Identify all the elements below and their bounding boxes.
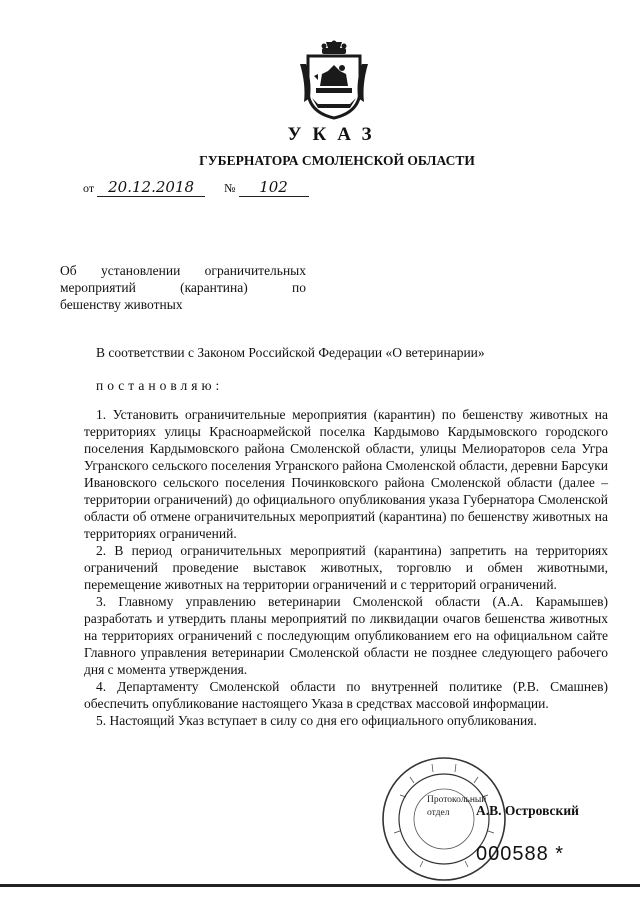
date-prefix: от	[83, 181, 95, 195]
document-title: УКАЗ	[287, 124, 383, 145]
stamp-department: Протокольный	[427, 795, 487, 805]
preamble: В соответствии с Законом Российской Федерации «О ветеринарии»	[96, 345, 485, 360]
subject-line: бешенству животных	[60, 297, 183, 312]
subject-line: Об установлении ограничительных	[60, 263, 306, 278]
stamp-unit: отдел	[427, 808, 450, 818]
signatory-name: А.В. Островский	[476, 803, 579, 818]
paragraph-1: 1. Установить ограничительные мероприятия (карантин) по бешенству животных на территориях улицы Красноармейской поселка Кардымово Кардымовского городского поселения Кардымовского района Смоленской области, улицы Мелиораторов села Угра Угранского сельского поселения Угранского района Смоленской области, деревни Барсуки Ивановского сельского поселения Починковского района Смоленской области (далее – территории ограничений) до официального опубликования указа Губернатора Смоленской области об отмене ограничительных мероприятий (карантина) по бешенству животных на территориях ограничений.	[84, 407, 608, 541]
document-issuer: ГУБЕРНАТОРА СМОЛЕНСКОЙ ОБЛАСТИ	[199, 153, 475, 168]
decree-word: постановляю:	[96, 378, 224, 393]
coat-of-arms-emblem	[298, 40, 370, 120]
subject-line: мероприятий (карантина) по	[60, 280, 306, 295]
bottom-rule	[0, 884, 640, 887]
handwritten-date: 20.12.2018	[97, 178, 205, 197]
date-number-line	[83, 178, 309, 197]
paragraph-5: 5. Настоящий Указ вступает в силу со дня его официального опубликования.	[96, 713, 537, 728]
decree-body	[84, 406, 608, 729]
paragraph-4: 4. Департаменту Смоленской области по внутренней политике (Р.В. Смашнев) обеспечить опубликование настоящего Указа в средствах массовой информации.	[84, 679, 608, 711]
paragraph-2: 2. В период ограничительных мероприятий (карантина) запретить на территориях ограничений проведение выставок животных, торговлю и обмен животными, перемещение животных на территории ограничений и с территорий ограничений.	[84, 543, 608, 592]
document-serial-number: 000588 *	[476, 843, 565, 865]
handwritten-number: 102	[239, 178, 309, 197]
decree-subject	[60, 262, 306, 313]
number-prefix: №	[224, 181, 236, 195]
paragraph-3: 3. Главному управлению ветеринарии Смоленской области (А.А. Карамышев) разработать и утвердить планы мероприятий по ликвидации очагов бешенства животных на территориях ограничений с последующим опубликованием его на официальном сайте Главного управления ветеринарии Смоленской области не позднее следующего рабочего дня с момента утверждения.	[84, 594, 608, 677]
